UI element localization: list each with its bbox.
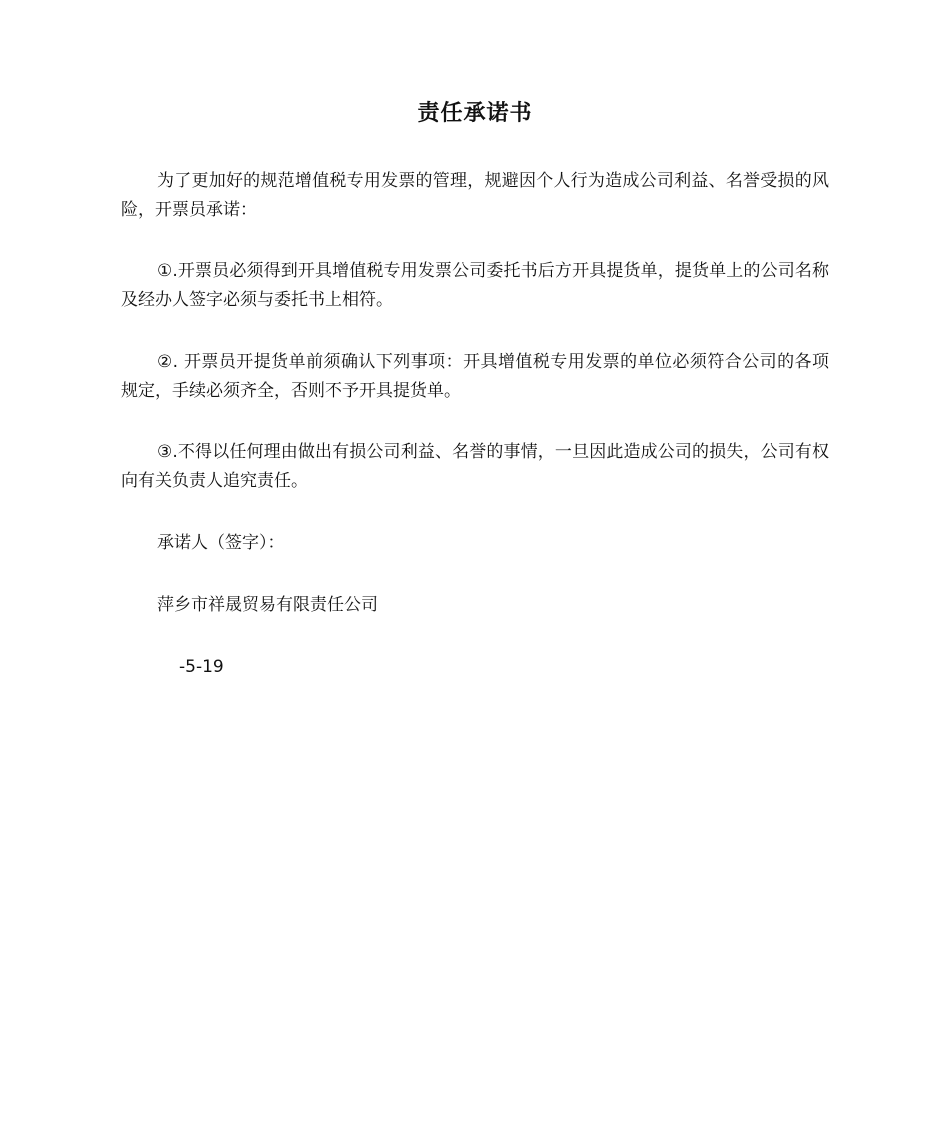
commitment-item-1: ①.开票员必须得到开具增值税专用发票公司委托书后方开具提货单，提货单上的公司名称及经办人签字必须与委托书上相符。 (121, 261, 829, 310)
commitment-item-2: ②. 开票员开提货单前须确认下列事项：开具增值税专用发票的单位必须符合公司的各项规定，手续必须齐全，否则不予开具提货单。 (121, 352, 829, 401)
signature-label: 承诺人（签字）： (157, 533, 285, 553)
document-title: 责任承诺书 (417, 101, 533, 126)
company-name: 萍乡市祥晟贸易有限责任公司 (157, 595, 378, 615)
intro-paragraph: 为了更加好的规范增值税专用发票的管理，规避因个人行为造成公司利益、名誉受损的风险，开票员承诺： (121, 171, 829, 220)
document-date: -5-19 (179, 657, 224, 677)
commitment-item-3: ③.不得以任何理由做出有损公司利益、名誉的事情，一旦因此造成公司的损失，公司有权向有关负责人追究责任。 (121, 442, 829, 491)
